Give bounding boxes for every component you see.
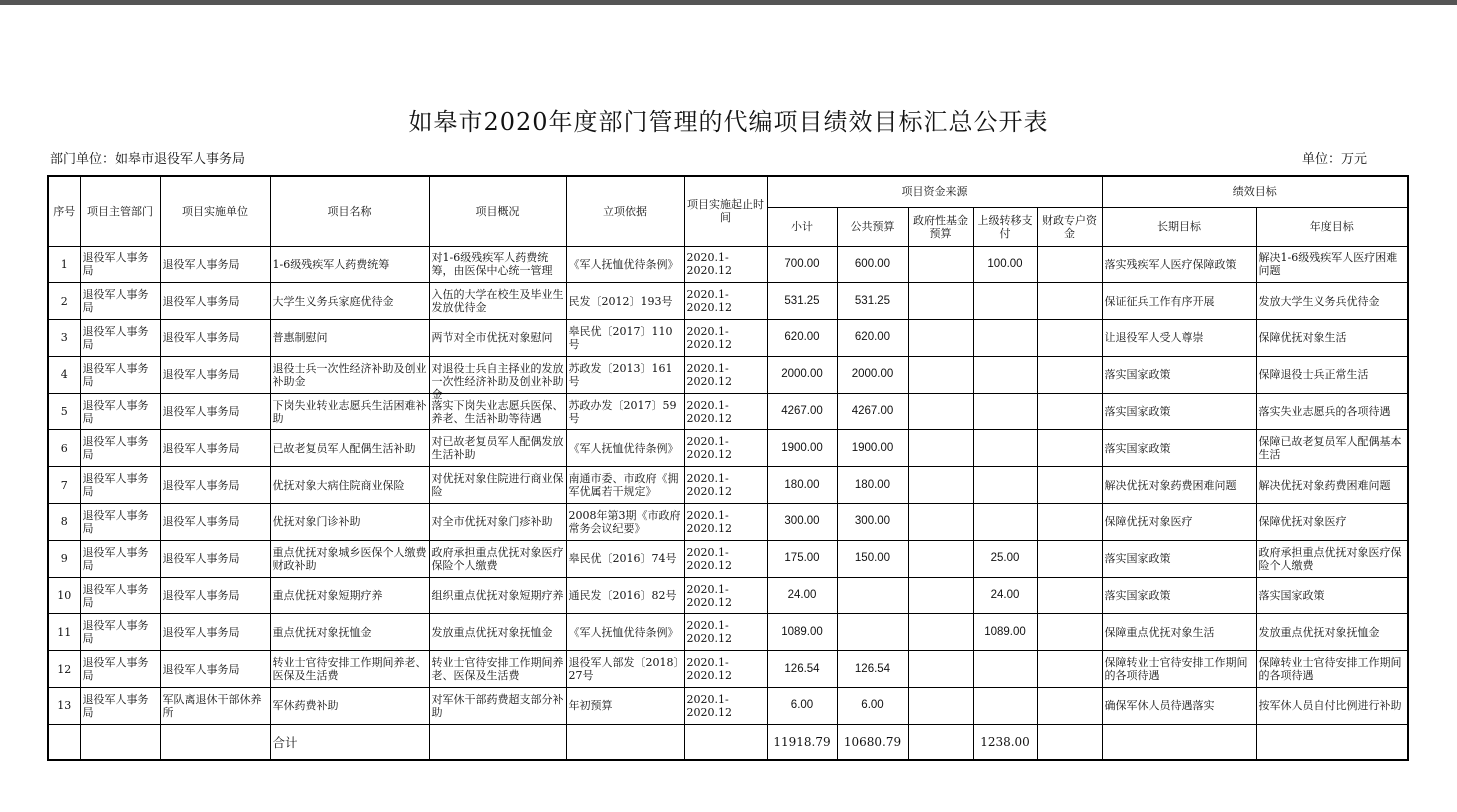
row-period: 2020.1-2020.12	[684, 246, 767, 283]
row-basis: 民发〔2012〕193号	[566, 283, 684, 320]
row-long-term: 落实国家政策	[1102, 540, 1256, 577]
row-transfer	[973, 467, 1037, 504]
row-seq: 13	[48, 688, 80, 725]
header-basis: 立项依据	[566, 176, 684, 246]
row-transfer	[973, 430, 1037, 467]
header-period: 项目实施起止时间	[684, 176, 767, 246]
row-period: 2020.1-2020.12	[684, 614, 767, 651]
table-row	[48, 614, 1408, 651]
row-annual: 落实失业志愿兵的各项待遇	[1256, 393, 1408, 430]
row-long-term: 保障优抚对象医疗	[1102, 504, 1256, 541]
row-dept: 退役军人事务局	[80, 651, 160, 688]
total-empty-overview	[429, 724, 566, 760]
row-long-term: 确保军休人员待遇落实	[1102, 688, 1256, 725]
row-long-term: 保障重点优抚对象生活	[1102, 614, 1256, 651]
row-overview: 对退役士兵自主择业的发放一次性经济补助及创业补助金	[429, 356, 566, 393]
table-row	[48, 504, 1408, 541]
row-seq: 12	[48, 651, 80, 688]
row-public: 2000.00	[837, 356, 908, 393]
row-impl: 退役军人事务局	[160, 504, 270, 541]
row-long-term: 解决优抚对象药费困难问题	[1102, 467, 1256, 504]
row-name: 下岗失业转业志愿兵生活困难补助	[270, 393, 429, 430]
row-long-term: 落实国家政策	[1102, 577, 1256, 614]
row-overview: 对全市优抚对象门疹补助	[429, 504, 566, 541]
row-annual: 按军休人员自付比例进行补助	[1256, 688, 1408, 725]
row-seq: 1	[48, 246, 80, 283]
row-impl: 退役军人事务局	[160, 393, 270, 430]
row-impl: 退役军人事务局	[160, 430, 270, 467]
row-period: 2020.1-2020.12	[684, 467, 767, 504]
table-row	[48, 688, 1408, 725]
total-empty-annual	[1256, 724, 1408, 760]
row-dept: 退役军人事务局	[80, 688, 160, 725]
row-gov	[908, 356, 973, 393]
row-transfer: 25.00	[973, 540, 1037, 577]
row-seq: 7	[48, 467, 80, 504]
row-basis: 皋民优〔2017〕110号	[566, 320, 684, 357]
row-public	[837, 614, 908, 651]
row-annual: 落实国家政策	[1256, 577, 1408, 614]
row-name: 重点优抚对象抚恤金	[270, 614, 429, 651]
unit-label: 单位：万元	[1302, 152, 1368, 167]
row-annual: 发放大学生义务兵优待金	[1256, 283, 1408, 320]
total-subtotal: 11918.79	[767, 724, 837, 760]
row-overview: 对1-6级残疾军人药费统筹，由医保中心统一管理	[429, 246, 566, 283]
row-seq: 6	[48, 430, 80, 467]
row-annual: 保障已故老复员军人配偶基本生活	[1256, 430, 1408, 467]
row-public: 300.00	[837, 504, 908, 541]
row-transfer	[973, 356, 1037, 393]
row-subtotal: 180.00	[767, 467, 837, 504]
row-transfer	[973, 320, 1037, 357]
row-impl: 退役军人事务局	[160, 283, 270, 320]
row-dept: 退役军人事务局	[80, 614, 160, 651]
row-name: 重点优抚对象城乡医保个人缴费财政补助	[270, 540, 429, 577]
row-name: 普惠制慰问	[270, 320, 429, 357]
row-overview: 对军休干部药费超支部分补助	[429, 688, 566, 725]
row-basis: 年初预算	[566, 688, 684, 725]
row-seq: 8	[48, 504, 80, 541]
row-gov	[908, 577, 973, 614]
row-name: 优抚对象门诊补助	[270, 504, 429, 541]
row-dept: 退役军人事务局	[80, 540, 160, 577]
total-empty-basis	[566, 724, 684, 760]
row-subtotal: 300.00	[767, 504, 837, 541]
row-name: 大学生义务兵家庭优待金	[270, 283, 429, 320]
table-row	[48, 320, 1408, 357]
header-gov-fund: 政府性基金预算	[908, 207, 973, 246]
row-basis: 南通市委、市政府《拥军优属若干规定》	[566, 467, 684, 504]
total-label: 合计	[270, 724, 429, 760]
header-impl: 项目实施单位	[160, 176, 270, 246]
row-public: 4267.00	[837, 393, 908, 430]
row-period: 2020.1-2020.12	[684, 393, 767, 430]
row-overview: 两节对全市优抚对象慰问	[429, 320, 566, 357]
row-impl: 退役军人事务局	[160, 467, 270, 504]
header-transfer: 上级转移支付	[973, 207, 1037, 246]
row-transfer: 100.00	[973, 246, 1037, 283]
row-transfer	[973, 651, 1037, 688]
row-subtotal: 531.25	[767, 283, 837, 320]
row-long-term: 落实国家政策	[1102, 356, 1256, 393]
total-empty-period	[684, 724, 767, 760]
row-subtotal: 126.54	[767, 651, 837, 688]
row-period: 2020.1-2020.12	[684, 430, 767, 467]
row-basis: 苏政发〔2013〕161号	[566, 356, 684, 393]
table-row	[48, 246, 1408, 283]
table-row	[48, 467, 1408, 504]
row-public: 620.00	[837, 320, 908, 357]
row-gov	[908, 614, 973, 651]
table-row	[48, 283, 1408, 320]
row-subtotal: 620.00	[767, 320, 837, 357]
row-transfer	[973, 393, 1037, 430]
row-gov	[908, 283, 973, 320]
row-name: 1-6级残疾军人药费统筹	[270, 246, 429, 283]
row-impl: 退役军人事务局	[160, 614, 270, 651]
row-impl: 退役军人事务局	[160, 246, 270, 283]
row-special	[1037, 246, 1102, 283]
row-subtotal: 6.00	[767, 688, 837, 725]
row-subtotal: 24.00	[767, 577, 837, 614]
row-public: 531.25	[837, 283, 908, 320]
row-long-term: 保证征兵工作有序开展	[1102, 283, 1256, 320]
row-overview: 对已故老复员军人配偶发放生活补助	[429, 430, 566, 467]
header-overview: 项目概况	[429, 176, 566, 246]
row-long-term: 落实残疾军人医疗保障政策	[1102, 246, 1256, 283]
row-annual: 发放重点优抚对象抚恤金	[1256, 614, 1408, 651]
top-bar	[0, 0, 1457, 5]
total-empty-dept	[80, 724, 160, 760]
row-annual: 解决1-6级残疾军人医疗困难问题	[1256, 246, 1408, 283]
row-transfer	[973, 504, 1037, 541]
header-seq: 序号	[48, 176, 80, 246]
row-subtotal: 4267.00	[767, 393, 837, 430]
row-transfer	[973, 283, 1037, 320]
total-empty-impl	[160, 724, 270, 760]
row-annual: 保障转业士官待安排工作期间的各项待遇	[1256, 651, 1408, 688]
row-dept: 退役军人事务局	[80, 320, 160, 357]
row-name: 优抚对象大病住院商业保险	[270, 467, 429, 504]
row-seq: 5	[48, 393, 80, 430]
row-special	[1037, 320, 1102, 357]
row-public: 126.54	[837, 651, 908, 688]
row-dept: 退役军人事务局	[80, 430, 160, 467]
row-period: 2020.1-2020.12	[684, 283, 767, 320]
row-basis: 苏政办发〔2017〕59号	[566, 393, 684, 430]
row-seq: 2	[48, 283, 80, 320]
row-overview: 政府承担重点优抚对象医疗保险个人缴费	[429, 540, 566, 577]
total-transfer: 1238.00	[973, 724, 1037, 760]
row-overview: 入伍的大学在校生及毕业生发放优待金	[429, 283, 566, 320]
header-long-term: 长期目标	[1102, 207, 1256, 246]
row-special	[1037, 614, 1102, 651]
row-basis: 退役军人部发〔2018〕27号	[566, 651, 684, 688]
row-basis: 通民发〔2016〕82号	[566, 577, 684, 614]
row-annual: 保障优抚对象生活	[1256, 320, 1408, 357]
row-special	[1037, 504, 1102, 541]
row-period: 2020.1-2020.12	[684, 688, 767, 725]
row-long-term: 落实国家政策	[1102, 430, 1256, 467]
row-subtotal: 2000.00	[767, 356, 837, 393]
row-special	[1037, 467, 1102, 504]
row-special	[1037, 577, 1102, 614]
row-dept: 退役军人事务局	[80, 577, 160, 614]
row-overview: 发放重点优抚对象抚恤金	[429, 614, 566, 651]
row-seq: 11	[48, 614, 80, 651]
row-special	[1037, 688, 1102, 725]
row-seq: 4	[48, 356, 80, 393]
row-transfer: 1089.00	[973, 614, 1037, 651]
row-impl: 退役军人事务局	[160, 356, 270, 393]
row-basis: 皋民优〔2016〕74号	[566, 540, 684, 577]
total-special	[1037, 724, 1102, 760]
row-name: 退役士兵一次性经济补助及创业补助金	[270, 356, 429, 393]
row-dept: 退役军人事务局	[80, 246, 160, 283]
row-long-term: 保障转业士官待安排工作期间的各项待遇	[1102, 651, 1256, 688]
table-row	[48, 651, 1408, 688]
row-gov	[908, 467, 973, 504]
row-name: 转业士官待安排工作期间养老、医保及生活费	[270, 651, 429, 688]
row-public: 6.00	[837, 688, 908, 725]
row-gov	[908, 430, 973, 467]
row-seq: 9	[48, 540, 80, 577]
row-period: 2020.1-2020.12	[684, 504, 767, 541]
row-overview: 落实下岗失业志愿兵医保、养老、生活补助等待遇	[429, 393, 566, 430]
row-impl: 退役军人事务局	[160, 320, 270, 357]
row-special	[1037, 283, 1102, 320]
row-impl: 军队离退休干部休养所	[160, 688, 270, 725]
row-special	[1037, 540, 1102, 577]
row-dept: 退役军人事务局	[80, 504, 160, 541]
total-empty-long	[1102, 724, 1256, 760]
row-gov	[908, 504, 973, 541]
header-name: 项目名称	[270, 176, 429, 246]
total-row	[48, 724, 1408, 760]
row-impl: 退役军人事务局	[160, 577, 270, 614]
row-overview: 转业士官待安排工作期间养老、医保及生活费	[429, 651, 566, 688]
department-label: 部门单位：如皋市退役军人事务局	[50, 152, 246, 167]
row-impl: 退役军人事务局	[160, 540, 270, 577]
row-gov	[908, 393, 973, 430]
row-period: 2020.1-2020.12	[684, 356, 767, 393]
table-row	[48, 356, 1408, 393]
row-period: 2020.1-2020.12	[684, 320, 767, 357]
row-transfer: 24.00	[973, 577, 1037, 614]
table-row	[48, 430, 1408, 467]
total-gov	[908, 724, 973, 760]
row-annual: 解决优抚对象药费困难问题	[1256, 467, 1408, 504]
row-period: 2020.1-2020.12	[684, 540, 767, 577]
header-special: 财政专户资金	[1037, 207, 1102, 246]
row-gov	[908, 688, 973, 725]
row-subtotal: 700.00	[767, 246, 837, 283]
row-gov	[908, 320, 973, 357]
page-title: 如皋市2020年度部门管理的代编项目绩效目标汇总公开表	[408, 108, 1049, 136]
row-gov	[908, 651, 973, 688]
table-row	[48, 393, 1408, 430]
row-basis: 《军人抚恤优待条例》	[566, 614, 684, 651]
header-perf: 绩效目标	[1102, 176, 1408, 207]
row-basis: 《军人抚恤优待条例》	[566, 430, 684, 467]
row-subtotal: 1089.00	[767, 614, 837, 651]
row-name: 重点优抚对象短期疗养	[270, 577, 429, 614]
row-public: 180.00	[837, 467, 908, 504]
header-subtotal: 小计	[767, 207, 837, 246]
row-public: 1900.00	[837, 430, 908, 467]
row-dept: 退役军人事务局	[80, 393, 160, 430]
row-dept: 退役军人事务局	[80, 283, 160, 320]
row-seq: 10	[48, 577, 80, 614]
header-annual: 年度目标	[1256, 207, 1408, 246]
row-long-term: 落实国家政策	[1102, 393, 1256, 430]
row-basis: 2008年第3期《市政府常务会议纪要》	[566, 504, 684, 541]
row-period: 2020.1-2020.12	[684, 577, 767, 614]
row-overview: 对优抚对象住院进行商业保险	[429, 467, 566, 504]
row-special	[1037, 356, 1102, 393]
row-annual: 保障优抚对象医疗	[1256, 504, 1408, 541]
header-funding: 项目资金来源	[767, 176, 1102, 207]
table-row	[48, 540, 1408, 577]
row-long-term: 让退役军人受人尊崇	[1102, 320, 1256, 357]
total-public: 10680.79	[837, 724, 908, 760]
row-annual: 政府承担重点优抚对象医疗保险个人缴费	[1256, 540, 1408, 577]
row-impl: 退役军人事务局	[160, 651, 270, 688]
row-seq: 3	[48, 320, 80, 357]
row-gov	[908, 246, 973, 283]
row-period: 2020.1-2020.12	[684, 651, 767, 688]
row-basis: 《军人抚恤优待条例》	[566, 246, 684, 283]
row-special	[1037, 430, 1102, 467]
total-empty-seq	[48, 724, 80, 760]
row-overview: 组织重点优抚对象短期疗养	[429, 577, 566, 614]
summary-table	[47, 175, 1409, 761]
header-dept: 项目主管部门	[80, 176, 160, 246]
row-public: 600.00	[837, 246, 908, 283]
row-special	[1037, 651, 1102, 688]
row-annual: 保障退役士兵正常生活	[1256, 356, 1408, 393]
row-public	[837, 577, 908, 614]
row-subtotal: 1900.00	[767, 430, 837, 467]
row-public: 150.00	[837, 540, 908, 577]
row-name: 军休药费补助	[270, 688, 429, 725]
row-gov	[908, 540, 973, 577]
row-dept: 退役军人事务局	[80, 356, 160, 393]
row-subtotal: 175.00	[767, 540, 837, 577]
row-transfer	[973, 688, 1037, 725]
row-special	[1037, 393, 1102, 430]
row-dept: 退役军人事务局	[80, 467, 160, 504]
table-row	[48, 577, 1408, 614]
row-name: 已故老复员军人配偶生活补助	[270, 430, 429, 467]
header-public-budget: 公共预算	[837, 207, 908, 246]
